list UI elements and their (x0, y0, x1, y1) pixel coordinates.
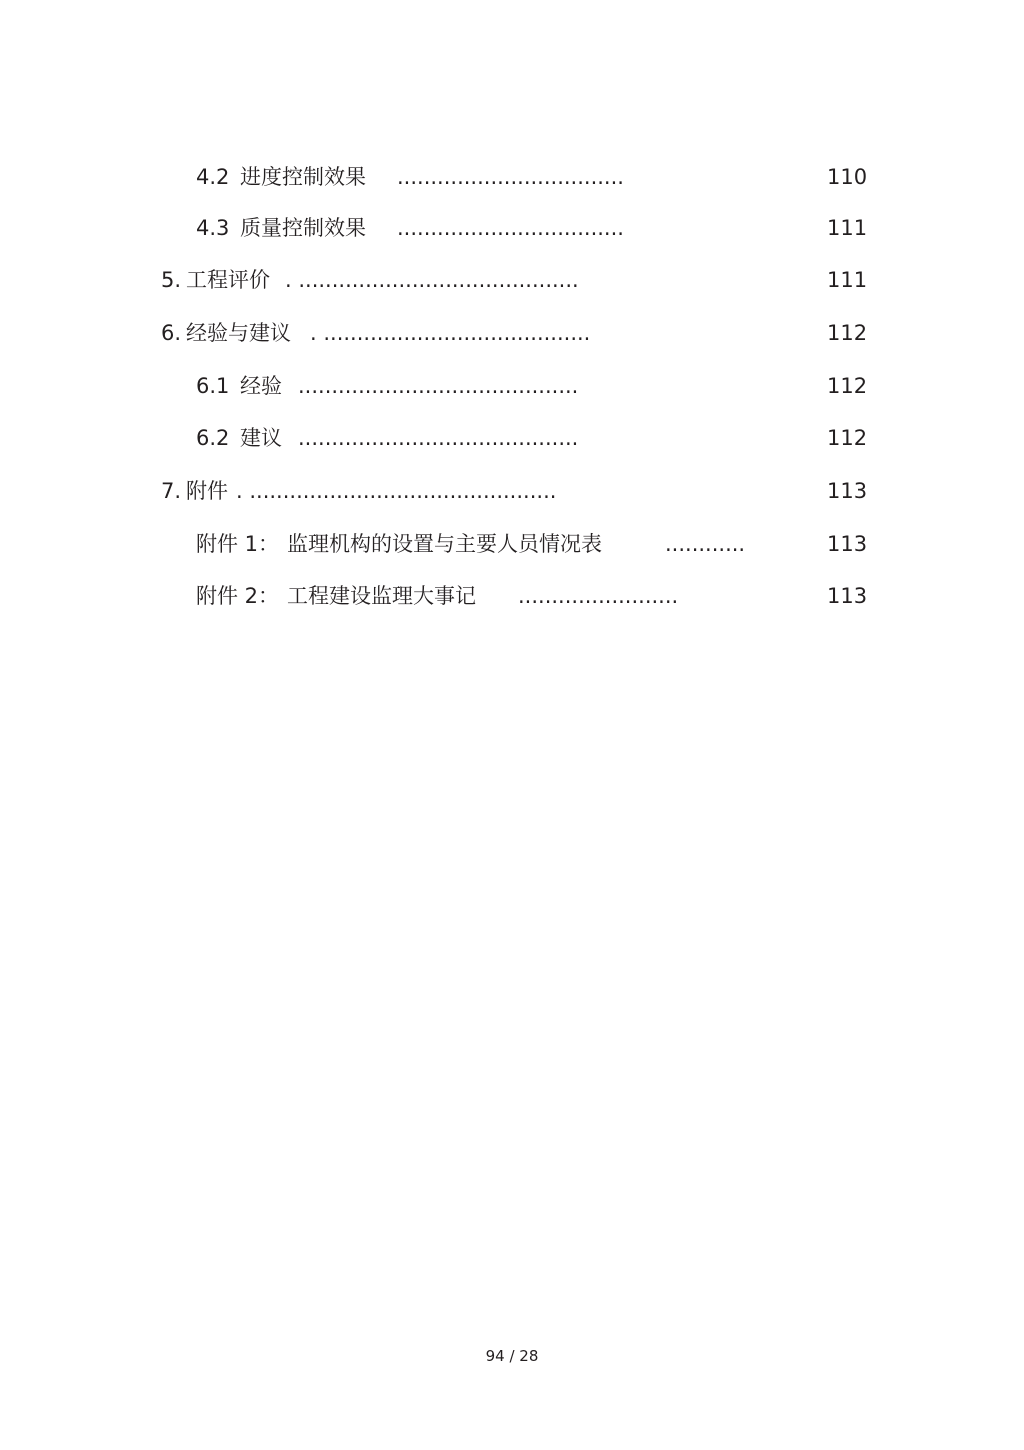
toc-title: 工程评价 (186, 268, 270, 292)
toc-title: 建议 (240, 426, 282, 450)
toc-title: 监理机构的设置与主要人员情况表 (287, 532, 602, 556)
toc-leader: .......................................... (298, 426, 579, 450)
toc-title: 工程建设监理大事记 (287, 584, 476, 608)
page-number-label: 94 / 28 (485, 1347, 539, 1365)
toc-page-number: 111 (827, 268, 868, 292)
toc-number: 附件 2： (196, 584, 280, 608)
toc-page-number: 113 (827, 479, 868, 503)
toc-leader: .................................. (397, 165, 624, 189)
toc-page-number: 112 (827, 321, 868, 345)
toc-page-number: 113 (827, 584, 868, 608)
toc-title: 经验 (240, 374, 282, 398)
toc-page-number: 112 (827, 426, 868, 450)
toc-leader: .................................. (397, 216, 624, 240)
toc-title: 进度控制效果 (240, 165, 366, 189)
toc-number: 7. (161, 479, 182, 503)
toc-number: 6.1 (196, 374, 230, 398)
toc-leader: ........................ (518, 584, 679, 608)
toc-number: 4.2 (196, 165, 230, 189)
toc-leader: .......................................... (298, 374, 579, 398)
toc-number: 6.2 (196, 426, 230, 450)
toc-number: 6. (161, 321, 182, 345)
toc-page-number: 113 (827, 532, 868, 556)
toc-leader: . .......................................... (285, 268, 579, 292)
toc-leader: . ........................................ (310, 321, 591, 345)
toc-title: 经验与建议 (186, 321, 291, 345)
toc-number: 5. (161, 268, 182, 292)
toc-leader: ............ (665, 532, 746, 556)
toc-page-number: 110 (827, 165, 868, 189)
toc-number: 附件 1： (196, 532, 280, 556)
toc-number: 4.3 (196, 216, 230, 240)
toc-leader: . .............................................. (236, 479, 557, 503)
toc-page-number: 112 (827, 374, 868, 398)
toc-title: 附件 (186, 479, 228, 503)
toc-title: 质量控制效果 (240, 216, 366, 240)
toc-page-number: 111 (827, 216, 868, 240)
page-footer (0, 1347, 1024, 1365)
